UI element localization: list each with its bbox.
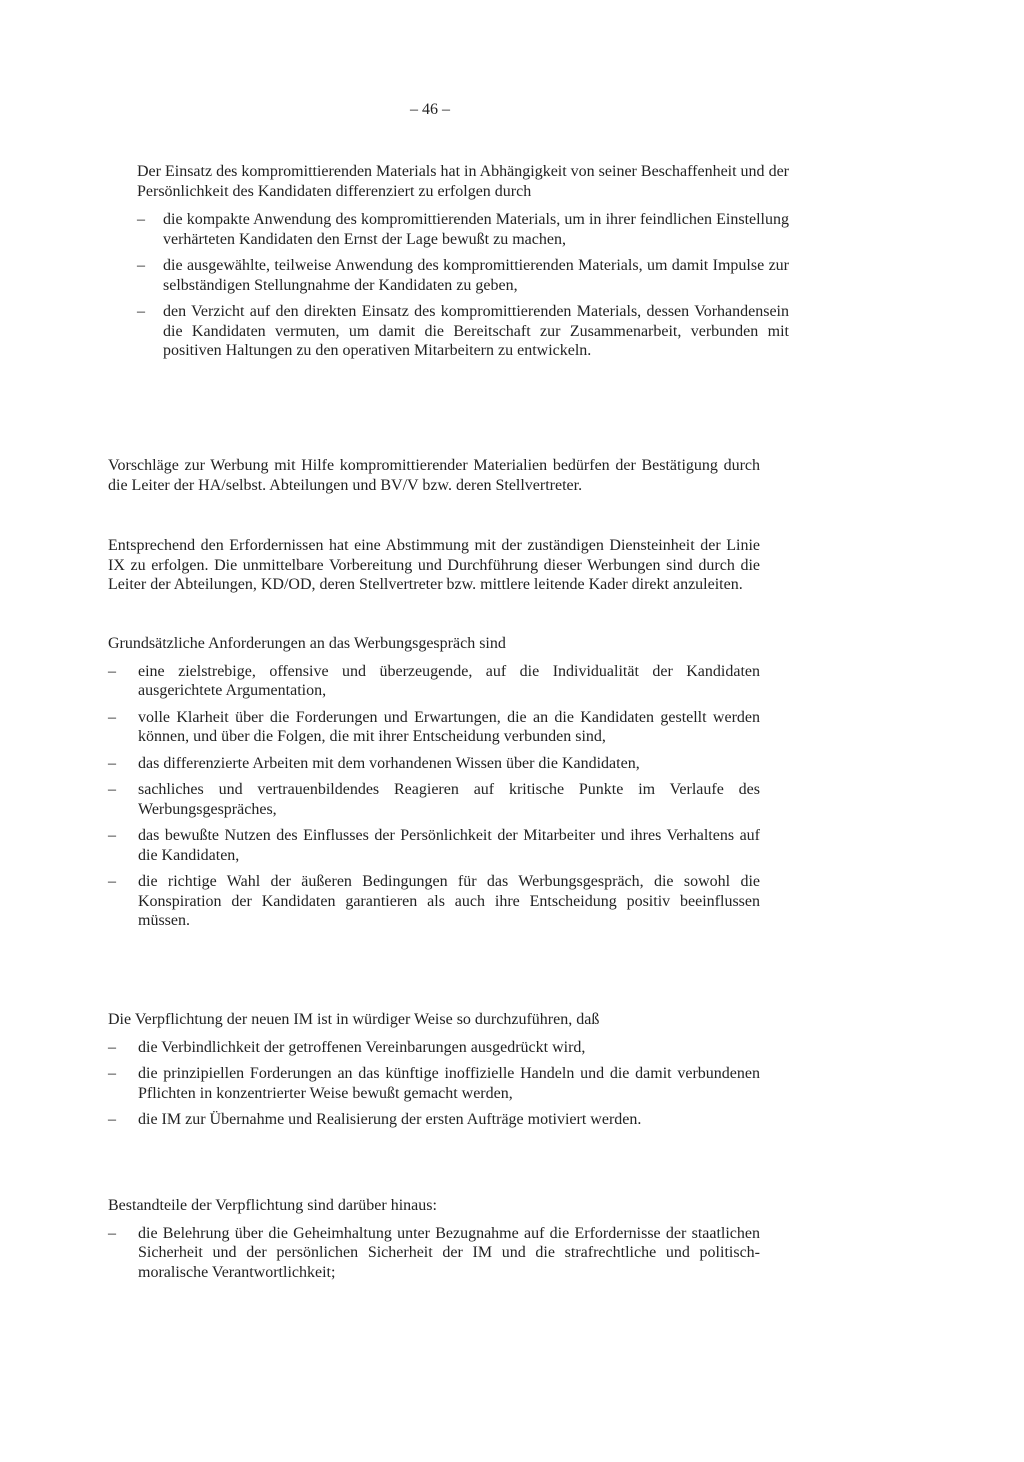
dash-marker: –	[108, 1065, 116, 1082]
list-item	[137, 302, 789, 361]
dash-marker: –	[108, 781, 116, 798]
section1-intro: Der Einsatz des kompromittierenden Materials hat in Abhängigkeit von seiner Beschaffenheit und der Persönlichkeit des Kandidaten differenziert zu erfolgen durch	[137, 163, 789, 200]
dash-marker: –	[108, 827, 116, 844]
list-item-text: den Verzicht auf den direkten Einsatz des kompromittierenden Materials, dessen Vorhandensein die Kandidaten vermuten, um damit die Bereitschaft zur Zusammenarbeit, verbunden mit positiven Haltungen zu den operativen Mitarbeitern zu entwickeln.	[163, 303, 789, 359]
list-item	[108, 1038, 760, 1058]
list-item	[108, 826, 760, 865]
dash-marker: –	[108, 1038, 116, 1056]
list-item-text: sachliches und vertrauenbildendes Reagieren auf kritische Punkte im Verlaufe des Werbungsgespräches,	[138, 781, 760, 818]
list-item-text: die ausgewählte, teilweise Anwendung des kompromittierenden Materials, um damit Impulse zur selbständigen Stellungnahme der Kandidaten zu geben,	[163, 257, 789, 294]
list-item-text: die kompakte Anwendung des kompromittierenden Materials, um in ihrer feindlichen Einstellung verhärteten Kandidaten den Ernst der Lage bewußt zu machen,	[163, 211, 789, 248]
paragraph-text: Entsprechend den Erfordernissen hat eine Abstimmung mit der zuständigen Diensteinheit der Linie IX zu erfolgen. Die unmittelbare Vorbereitung und Durchführung dieser Werbungen sind durch die Leiter der Abteilungen, KD/OD, deren Stellvertreter bzw. mittlere leitende Kader direkt anzuleiten.	[108, 537, 760, 593]
dash-marker: –	[108, 1224, 116, 1242]
section-commitment	[108, 1010, 760, 1130]
paragraph-text: Vorschläge zur Werbung mit Hilfe kompromittierender Materialien bedürfen der Bestätigung durch die Leiter der HA/selbst. Abteilungen und BV/V bzw. deren Stellvertreter.	[108, 457, 760, 494]
list-item-text: das differenzierte Arbeiten mit dem vorhandenen Wissen über die Kandidaten,	[138, 754, 640, 772]
list-item	[108, 1110, 760, 1130]
dash-marker: –	[108, 708, 116, 726]
list-item	[108, 708, 760, 747]
list-item	[108, 1064, 760, 1103]
list-item	[108, 754, 760, 774]
list-item	[137, 256, 789, 295]
dash-marker: –	[137, 303, 145, 320]
list-item-text: die richtige Wahl der äußeren Bedingungen für das Werbungsgespräch, die sowohl die Konspiration der Kandidaten garantieren als auch ihre Entscheidung positiv beeinflussen müssen.	[138, 873, 760, 929]
list-item	[108, 780, 760, 819]
list-item-text: die Verbindlichkeit der getroffenen Vereinbarungen ausgedrückt wird,	[138, 1038, 586, 1056]
dash-marker: –	[137, 257, 145, 274]
dash-marker: –	[108, 873, 116, 890]
list-item	[137, 210, 789, 249]
list-item	[108, 872, 760, 931]
dash-marker: –	[108, 1111, 116, 1128]
list-item	[108, 662, 760, 701]
section-commitment-components	[108, 1196, 760, 1282]
section6-intro: Bestandteile der Verpflichtung sind darüber hinaus:	[108, 1197, 437, 1214]
section4-intro: Grundsätzliche Anforderungen an das Werbungsgespräch sind	[108, 635, 506, 652]
dash-marker: –	[108, 754, 116, 772]
paragraph-approval	[108, 456, 760, 495]
paragraph-coordination	[108, 536, 760, 595]
list-item-text: das bewußte Nutzen des Einflusses der Persönlichkeit der Mitarbeiter und ihres Verhaltens auf die Kandidaten,	[138, 827, 760, 864]
list-item-text: die prinzipiellen Forderungen an das künftige inoffizielle Handeln und die damit verbundenen Pflichten in konzentrierter Weise bewußt gemacht werden,	[138, 1065, 760, 1102]
list-item	[108, 1224, 760, 1283]
section5-intro: Die Verpflichtung der neuen IM ist in würdiger Weise so durchzuführen, daß	[108, 1011, 600, 1028]
list-item-text: die Belehrung über die Geheimhaltung unter Bezugnahme auf die Erfordernisse der staatlichen Sicherheit und der persönlichen Sicherheit der IM und die strafrechtliche und politisch-moralische Verantwortlichkeit;	[138, 1224, 760, 1281]
list-item-text: eine zielstrebige, offensive und überzeugende, auf die Individualität der Kandidaten ausgerichtete Argumentation,	[138, 662, 760, 699]
list-item-text: die IM zur Übernahme und Realisierung der ersten Aufträge motiviert werden.	[138, 1111, 642, 1128]
list-item-text: volle Klarheit über die Forderungen und Erwartungen, die an die Kandidaten gestellt werden können, und über die Folgen, die mit ihrer Entscheidung verbunden sind,	[138, 708, 760, 745]
page-number: – 46 –	[410, 101, 450, 118]
dash-marker: –	[108, 662, 116, 680]
dash-marker: –	[137, 211, 145, 228]
section-recruitment-talk	[108, 634, 760, 931]
section-compromising-material	[108, 162, 789, 361]
